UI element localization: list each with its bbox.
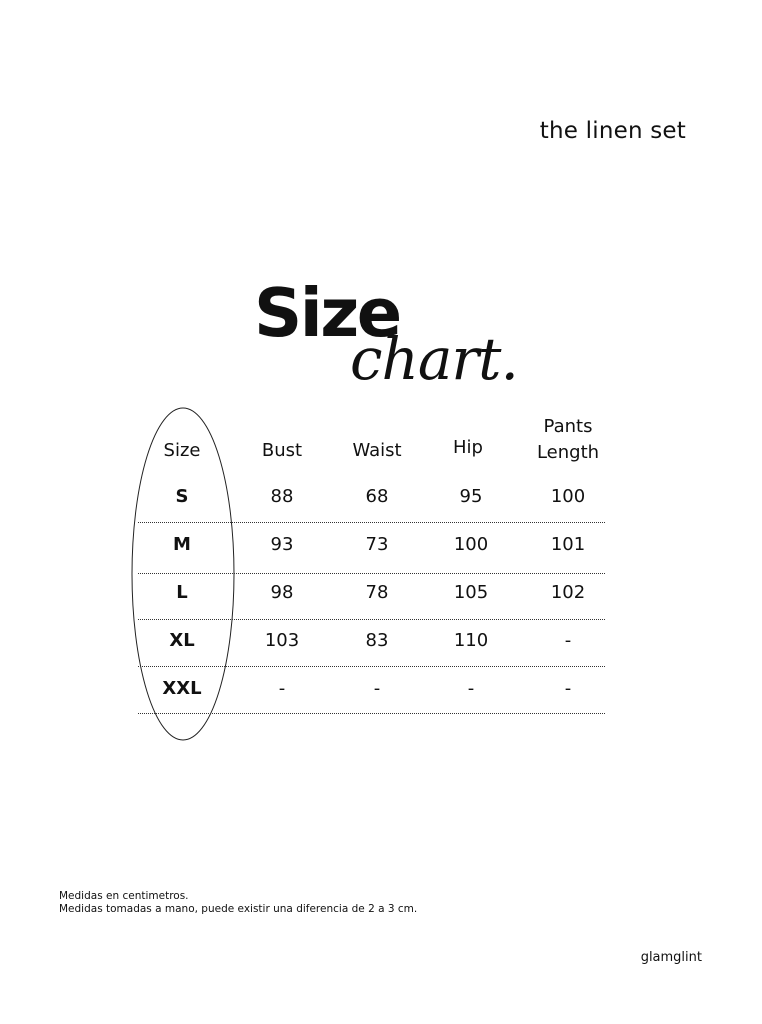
header-hip: Hip — [453, 437, 483, 458]
cell-hip-m: 100 — [453, 534, 489, 555]
cell-pants-xxl: - — [564, 678, 572, 699]
cell-size-l: L — [176, 582, 188, 603]
row-divider — [138, 573, 605, 574]
row-divider — [138, 666, 605, 667]
cell-waist-xl: 83 — [365, 630, 389, 651]
header-size: Size — [163, 440, 201, 461]
header-pants-line1: Pants — [543, 416, 593, 437]
note-units: Medidas en centimetros. — [59, 890, 189, 902]
row-divider — [138, 713, 605, 714]
row-divider — [138, 522, 605, 523]
cell-hip-xxl: - — [467, 678, 475, 699]
cell-pants-xl: - — [564, 630, 572, 651]
cell-size-m: M — [173, 534, 191, 555]
heading-chart: chart. — [350, 325, 518, 393]
cell-hip-l: 105 — [453, 582, 489, 603]
cell-bust-l: 98 — [270, 582, 294, 603]
cell-hip-xl: 110 — [453, 630, 489, 651]
collection-title: the linen set — [539, 118, 686, 144]
heading-size: Size — [254, 274, 400, 352]
cell-waist-l: 78 — [365, 582, 389, 603]
brand-name: glamglint — [640, 950, 702, 965]
header-waist: Waist — [352, 440, 402, 461]
note-tolerance: Medidas tomadas a mano, puede existir una diferencia de 2 a 3 cm. — [59, 903, 418, 915]
cell-hip-s: 95 — [459, 486, 483, 507]
cell-bust-s: 88 — [270, 486, 294, 507]
cell-bust-m: 93 — [270, 534, 294, 555]
cell-bust-xl: 103 — [264, 630, 300, 651]
row-divider — [138, 619, 605, 620]
cell-pants-s: 100 — [550, 486, 586, 507]
cell-waist-m: 73 — [365, 534, 389, 555]
cell-pants-l: 102 — [550, 582, 586, 603]
cell-size-xxl: XXL — [162, 678, 202, 699]
cell-size-s: S — [175, 486, 189, 507]
header-pants-line2: Length — [536, 442, 600, 463]
cell-waist-s: 68 — [365, 486, 389, 507]
cell-waist-xxl: - — [373, 678, 381, 699]
header-bust: Bust — [261, 440, 303, 461]
cell-bust-xxl: - — [278, 678, 286, 699]
cell-size-xl: XL — [169, 630, 195, 651]
measurement-notes — [59, 890, 417, 916]
cell-pants-m: 101 — [550, 534, 586, 555]
header-pants-length — [518, 414, 618, 466]
